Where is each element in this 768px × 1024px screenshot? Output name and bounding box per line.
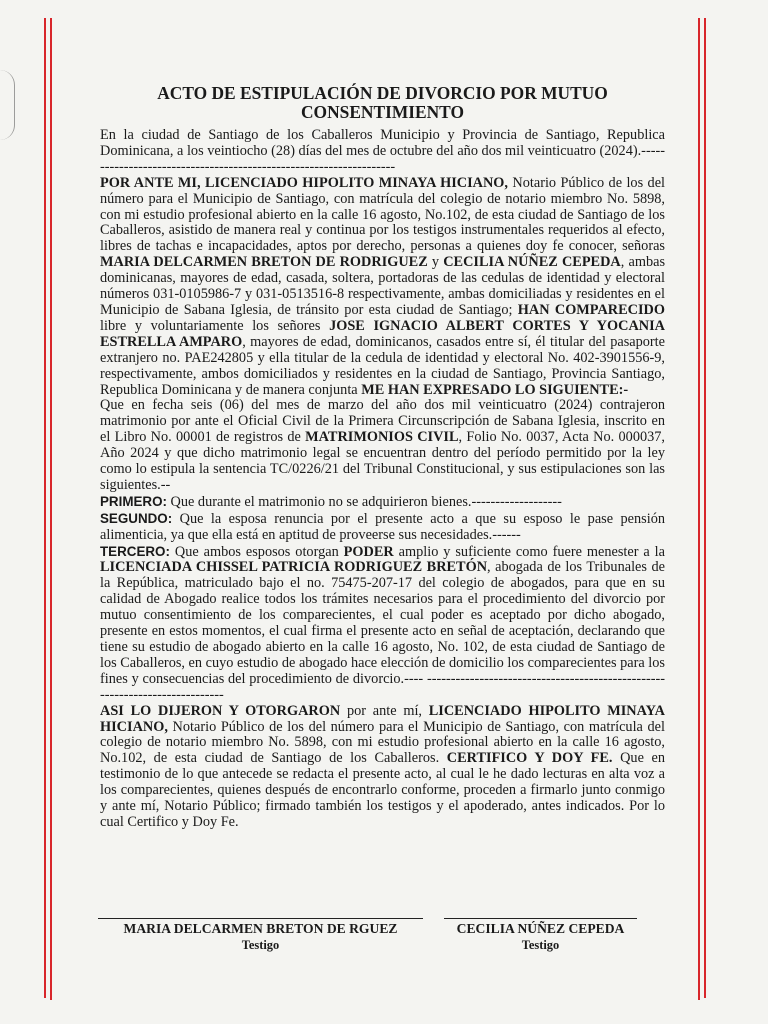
body-text: En la ciudad de Santiago de los Caballeros Municipio y Provincia de Santiago, Republica Dominicana, a los veintiocho (28) días del mes de octubre del año dos mil veinticuatro (2024).------------------------------------------------------------------- [100, 127, 665, 175]
paragraph [100, 398, 665, 493]
signature-block-1 [98, 918, 423, 953]
document-title: ACTO DE ESTIPULACIÓN DE DIVORCIO POR MUTUO CONSENTIMIENTO [157, 82, 608, 122]
body-text: , abogada de los Tribunales de la República, matriculado bajo el no. 75475-207-17 del colegio de abogados, para que en su calidad de Abogado realice todos los trámites necesarios para el procedimiento del divorcio por mutuo consentimiento de los comparecientes, el cual poder es aceptado por dicho abogado, presente en estos momentos, el cual firma el presente acto en señal de aceptación, declarando que tiene su estudio de abogado abierto en la calle 16 agosto, No. 102, de esta ciudad de Santiago de los Caballeros, en cuyo estudio de abogado hace elección de domicilio los comparecientes para los fines y consecuencias del procedimiento de divorcio.---- ---------------------------------------------------------------------------- [100, 559, 665, 703]
emphasized-text: LICENCIADA CHISSEL PATRICIA RODRIGUEZ BRETÓN [100, 559, 488, 576]
body-text: y [427, 254, 444, 271]
emphasized-text: HAN COMPARECIDO [517, 301, 665, 318]
signature-block-2 [444, 918, 637, 953]
signatory-role: Testigo [521, 938, 560, 952]
body-text: por ante mí, [340, 702, 429, 719]
emphasized-text: ASI LO DIJERON Y OTORGARON [100, 702, 341, 719]
document-body [100, 128, 665, 831]
emphasized-text: POR ANTE MI, LICENCIADO HIPOLITO MINAYA HICIANO, [100, 174, 508, 191]
emphasized-text: PRIMERO: [100, 493, 167, 509]
signatory-name: CECILIA NÚÑEZ CEPEDA [456, 921, 625, 936]
emphasized-text: CECILIA NÚÑEZ CEPEDA [443, 254, 621, 271]
body-text: Que en testimonio de lo que antecede se redacta el presente acto, al cual le he dado lecturas en alta voz a los comparecientes, quienes después de encontrarlo conforme, proceden a firmarlo junto conmigo y ante mí, Notario Público; firmado también los testigos y el apoderado, antes indicados. Por lo cual Certifico y Doy Fe. [100, 750, 666, 830]
emphasized-text: LICENCIADO HIPOLITO MINAYA HICIANO, [100, 702, 665, 735]
body-text: Que en fecha seis (06) del mes de marzo del año dos mil veinticuatro (2024) contrajeron matrimonio por ante el Oficial Civil de la Primera Circunscripción de Sabana Iglesia, inscrito en el Libro No. 00001 de registros de [100, 397, 665, 446]
paragraph [100, 128, 665, 176]
body-text: Que ambos esposos otorgan [169, 543, 344, 560]
emphasized-text: TERCERO: [100, 543, 170, 559]
paragraph [100, 494, 665, 511]
body-text: Notario Público de los del número para el Municipio de Santiago, con matrícula del colegio de notario miembro No. 5898, con mi estudio profesional abierto en la calle 16 agosto, No.102, de esta ciudad de Santiago de los Caballeros, asistido de manera real y continua por los testigos instrumentales requeridos al efecto, libres de tachas e incapacidades, aptos por derecho, personas a quienes doy fe conocer, señoras [100, 174, 666, 255]
body-text: Que durante el matrimonio no se adquirieron bienes.------------------- [166, 493, 562, 510]
paragraph [100, 511, 665, 544]
body-text: amplio y suficiente como fuere menester a la [393, 543, 665, 560]
emphasized-text: CERTIFICO Y DOY FE. [446, 750, 613, 767]
emphasized-text: PODER [343, 543, 394, 560]
paragraph [100, 176, 665, 399]
binding-mark [0, 70, 15, 140]
left-margin-rule-inner [50, 18, 52, 1000]
left-margin-rule [44, 18, 46, 998]
signatory-role: Testigo [241, 938, 280, 952]
emphasized-text: SEGUNDO: [100, 510, 173, 526]
body-text: libre y voluntariamente los señores [100, 317, 330, 334]
emphasized-text: MATRIMONIOS CIVIL [305, 429, 459, 446]
emphasized-text: ME HAN EXPRESADO LO SIGUIENTE:- [361, 381, 629, 398]
right-margin-rule [698, 18, 700, 1000]
body-text: , mayores de edad, dominicanos, casados entre sí, él titular del pasaporte extranjero no. PAE242805 y ella titular de la cedula de identidad y electoral No. 402-3901556-9, respectivamente, ambos domiciliados y residentes en la ciudad de Santiago, Provincia Santiago, Republica Dominicana y de manera conjunta [100, 333, 665, 398]
right-margin-rule-outer [704, 18, 706, 998]
emphasized-text: MARIA DELCARMEN BRETON DE RODRIGUEZ [100, 254, 428, 271]
body-text: Que la esposa renuncia por el presente acto a que su esposo le pase pensión alimenticia, ya que ella está en aptitud de proveerse sus necesidades.------ [100, 510, 665, 543]
body-text: , Folio No. 0037, Acta No. 000037, Año 2024 y que dicho matrimonio legal se encuentran dentro del período permitido por la ley como lo estipula la sentencia TC/0226/21 del Tribunal Constitucional, y sus estipulaciones son las siguientes.-- [100, 429, 665, 493]
paragraph [100, 544, 665, 704]
body-text: , ambas dominicanas, mayores de edad, casada, soltera, portadoras de las cedulas de identidad y electoral números 031-0105986-7 y 031-0513516-8 respectivamente, ambas domiciliadas y residentes en el Municipio de Sabana Iglesia, de tránsito por esta ciudad de Santiago; [100, 254, 666, 318]
emphasized-text: JOSE IGNACIO ALBERT CORTES Y YOCANIA ESTRELLA AMPARO [100, 317, 665, 350]
body-text: Notario Público de los del número para el Municipio de Santiago, con matrícula del colegio de notario miembro No. 5898, con mi estudio profesional abierto en la calle 16 agosto, No.102, de esta ciudad de Santiago de los Caballeros. [100, 718, 665, 767]
signatory-name: MARIA DELCARMEN BRETON DE RGUEZ [123, 921, 398, 936]
paragraph [100, 704, 665, 831]
